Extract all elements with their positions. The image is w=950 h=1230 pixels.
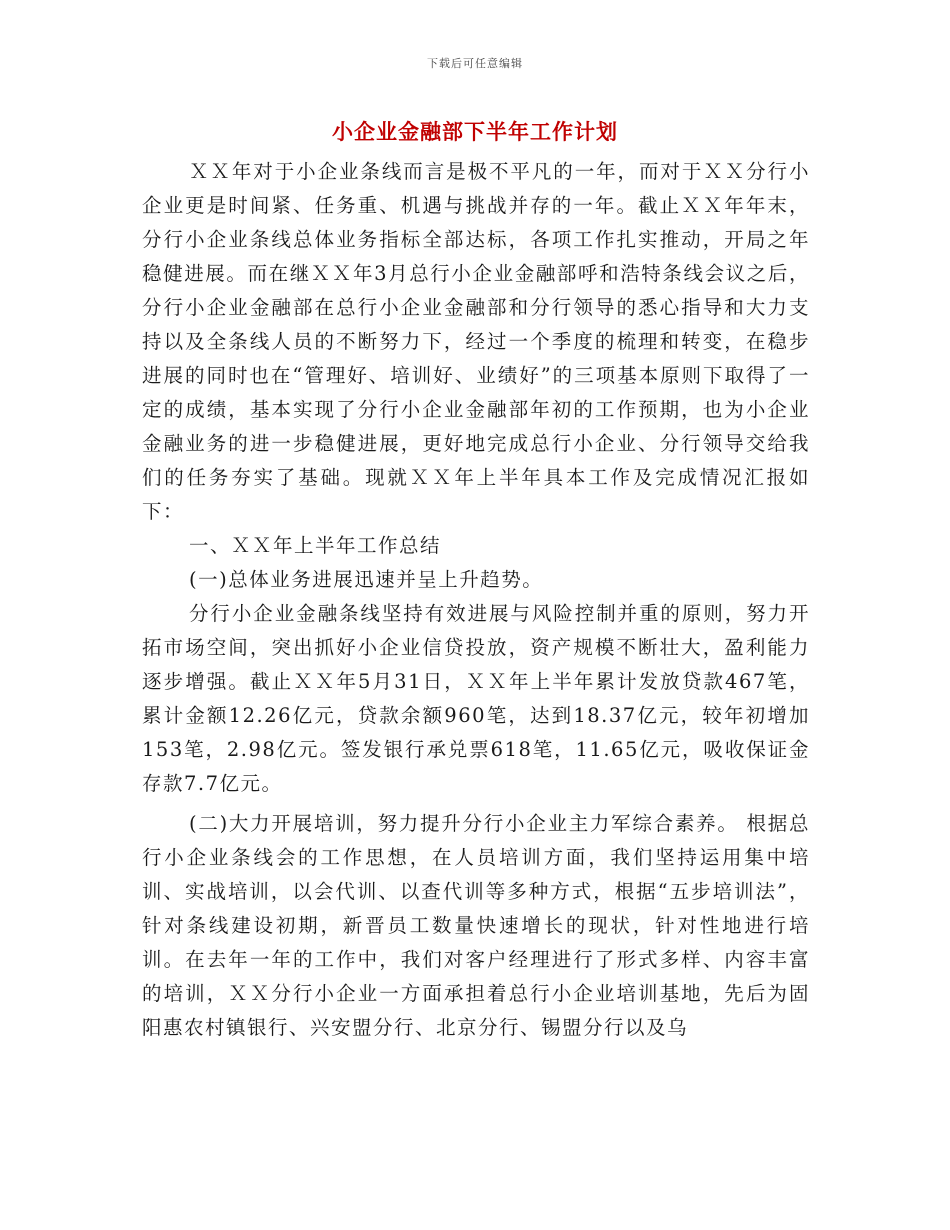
paragraph-training: (二)大力开展培训，努力提升分行小企业主力军综合素养。 根据总行小企业条线会的工作思想，在人员培训方面，我们坚持运用集中培训、实战培训，以会代训、以查代训等多种方式，根据“五步培训法”，针对条线建设初期，新晋员工数量快速增长的现状，针对性地进行培训。在去年一年的工作中，我们对客户经理进行了形式多样、内容丰富的培训，ＸＸ分行小企业一方面承担着总行小企业培训基地，先后为固阳惠农村镇银行、兴安盟分行、北京分行、锡盟分行以及乌: [142, 812, 810, 1039]
header-note: 下载后可任意编辑: [427, 57, 523, 70]
paragraph-intro: ＸＸ年对于小企业条线而言是极不平凡的一年，而对于ＸＸ分行小企业更是时间紧、任务重、机遇与挑战并存的一年。截止ＸＸ年年末，分行小企业条线总体业务指标全部达标，各项工作扎实推动，开局之年稳健进展。而在继ＸＸ年3月总行小企业金融部呼和浩特条线会议之后，分行小企业金融部在总行小企业金融部和分行领导的悉心指导和大力支持以及全条线人员的不断努力下，经过一个季度的梳理和转变，在稳步进展的同时也在“管理好、培训好、业绩好”的三项基本原则下取得了一定的成绩，基本实现了分行小企业金融部年初的工作预期，也为小企业金融业务的进一步稳健进展，更好地完成总行小企业、分行领导交给我们的任务夯实了基础。现就ＸＸ年上半年具本工作及完成情况汇报如下：: [142, 160, 810, 523]
document-title: 小企业金融部下半年工作计划: [332, 119, 618, 144]
document-body: [142, 155, 810, 1045]
paragraph-business-progress: 分行小企业金融条线坚持有效进展与风险控制并重的原则，努力开拓市场空间，突出抓好小企业信贷投放，资产规模不断壮大，盈利能力逐步增强。截止ＸＸ年5月31日，ＸＸ年上半年累计发放贷款467笔，累计金额12.26亿元，贷款余额960笔，达到18.37亿元，较年初增加153笔，2.98亿元。签发银行承兑票618笔，11.65亿元，吸收保证金存款7.7亿元。: [142, 602, 810, 795]
section-heading-summary: 一、ＸＸ年上半年工作总结: [189, 534, 442, 557]
subsection-heading-business: (一)总体业务进展迅速并呈上升趋势。: [189, 568, 544, 591]
